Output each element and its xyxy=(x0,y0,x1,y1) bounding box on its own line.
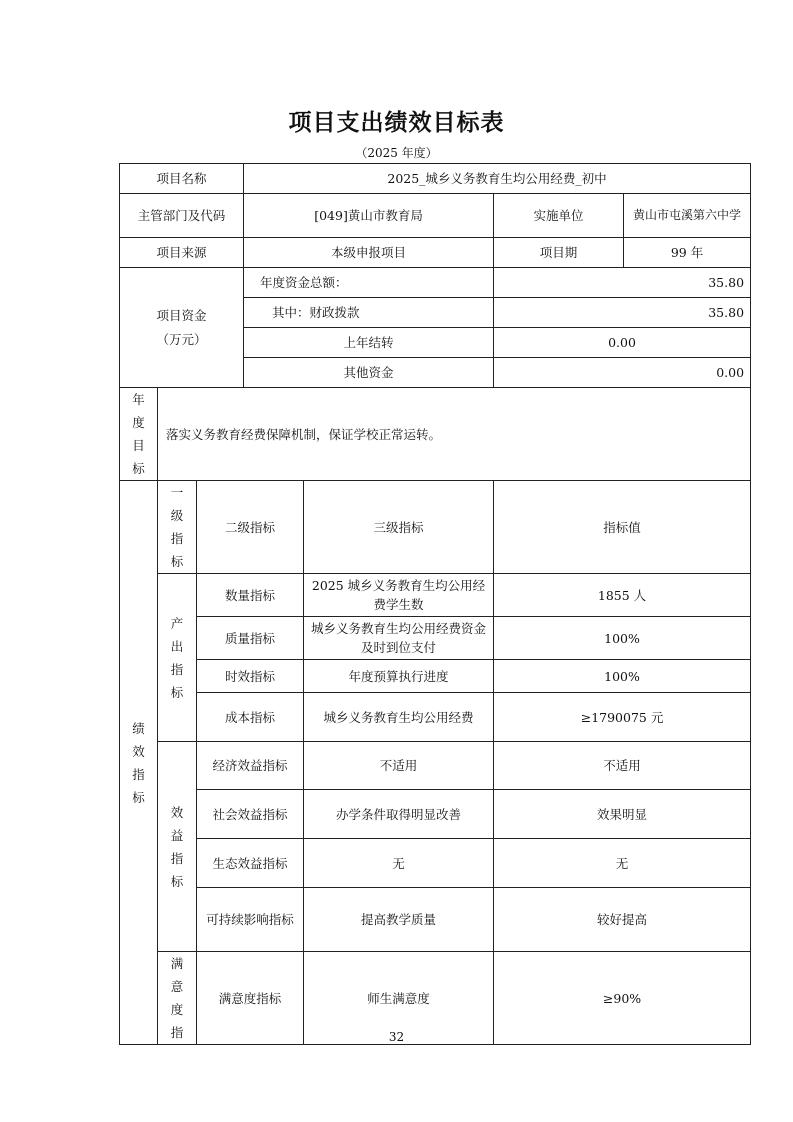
table-row xyxy=(120,617,751,660)
level2-cell: 成本指标 xyxy=(197,693,304,742)
value-header: 指标值 xyxy=(494,481,751,574)
impl-label: 实施单位 xyxy=(494,194,624,238)
value-cell: ≥1790075 元 xyxy=(494,693,751,742)
value-cell: 无 xyxy=(494,839,751,888)
funds-other-value: 0.00 xyxy=(494,358,751,388)
table-row xyxy=(120,574,751,617)
value-cell: 较好提高 xyxy=(494,888,751,952)
level3-cell: 不适用 xyxy=(304,742,494,790)
row-funds-total xyxy=(120,268,751,298)
project-name-value: 2025_城乡义务教育生均公用经费_初中 xyxy=(244,164,751,194)
row-project-name xyxy=(120,164,751,194)
level2-cell: 生态效益指标 xyxy=(197,839,304,888)
level3-cell: 城乡义务教育生均公用经费资金及时到位支付 xyxy=(304,617,494,660)
performance-table xyxy=(119,163,751,1045)
annual-goal-text: 落实义务教育经费保障机制，保证学校正常运转。 xyxy=(158,388,751,481)
period-value: 99 年 xyxy=(624,238,751,268)
dept-value: [049]黄山市教育局 xyxy=(244,194,494,238)
table-row xyxy=(120,693,751,742)
level2-cell: 可持续影响指标 xyxy=(197,888,304,952)
level3-cell: 城乡义务教育生均公用经费 xyxy=(304,693,494,742)
page-number: 32 xyxy=(388,1030,405,1044)
funds-carry-value: 0.00 xyxy=(494,328,751,358)
level1-header: 一 级 指 标 xyxy=(158,481,197,574)
funds-total-label: 年度资金总额： xyxy=(244,268,494,298)
funds-unit: （万元） xyxy=(156,331,207,347)
funds-fiscal-value: 35.80 xyxy=(494,298,751,328)
level3-cell: 办学条件取得明显改善 xyxy=(304,790,494,839)
row-dept xyxy=(120,194,751,238)
level2-cell: 质量指标 xyxy=(197,617,304,660)
funds-fiscal-label: 其中：财政拨款 xyxy=(244,298,494,328)
output-indicator-label: 产 出 指 标 xyxy=(158,574,197,742)
level3-cell: 师生满意度 xyxy=(304,952,494,1045)
value-cell: ≥90% xyxy=(494,952,751,1045)
value-cell: 100% xyxy=(494,617,751,660)
table-row xyxy=(120,839,751,888)
table-row xyxy=(120,660,751,693)
row-annual-goal xyxy=(120,388,751,481)
funds-total-value: 35.80 xyxy=(494,268,751,298)
level3-cell: 无 xyxy=(304,839,494,888)
funds-label: 项目资金 xyxy=(156,307,207,323)
page-title: 项目支出绩效目标表 xyxy=(288,110,505,136)
level2-cell: 时效指标 xyxy=(197,660,304,693)
table-row xyxy=(120,888,751,952)
source-value: 本级申报项目 xyxy=(244,238,494,268)
level2-cell: 数量指标 xyxy=(197,574,304,617)
level3-cell: 年度预算执行进度 xyxy=(304,660,494,693)
funds-other-label: 其他资金 xyxy=(244,358,494,388)
row-indicator-header xyxy=(120,481,751,574)
funds-carry-label: 上年结转 xyxy=(244,328,494,358)
value-cell: 不适用 xyxy=(494,742,751,790)
level2-header: 二级指标 xyxy=(197,481,304,574)
row-source xyxy=(120,238,751,268)
level2-cell: 经济效益指标 xyxy=(197,742,304,790)
perf-indicator-label: 绩 效 指 标 xyxy=(120,481,158,1045)
year-subtitle: （2025 年度） xyxy=(355,146,438,160)
funds-label-cell xyxy=(120,268,244,388)
satisfaction-indicator-label: 满 意 度 指 xyxy=(158,952,197,1045)
project-name-label: 项目名称 xyxy=(120,164,244,194)
impl-value: 黄山市屯溪第六中学 xyxy=(624,194,751,238)
value-cell: 效果明显 xyxy=(494,790,751,839)
level3-cell: 2025 城乡义务教育生均公用经费学生数 xyxy=(304,574,494,617)
level2-cell: 满意度指标 xyxy=(197,952,304,1045)
annual-goal-label: 年 度 目 标 xyxy=(120,388,158,481)
level3-cell: 提高教学质量 xyxy=(304,888,494,952)
period-label: 项目期 xyxy=(494,238,624,268)
value-cell: 100% xyxy=(494,660,751,693)
source-label: 项目来源 xyxy=(120,238,244,268)
dept-label: 主管部门及代码 xyxy=(120,194,244,238)
table-row xyxy=(120,742,751,790)
table-row xyxy=(120,790,751,839)
benefit-indicator-label: 效 益 指 标 xyxy=(158,742,197,952)
value-cell: 1855 人 xyxy=(494,574,751,617)
level2-cell: 社会效益指标 xyxy=(197,790,304,839)
level3-header: 三级指标 xyxy=(304,481,494,574)
